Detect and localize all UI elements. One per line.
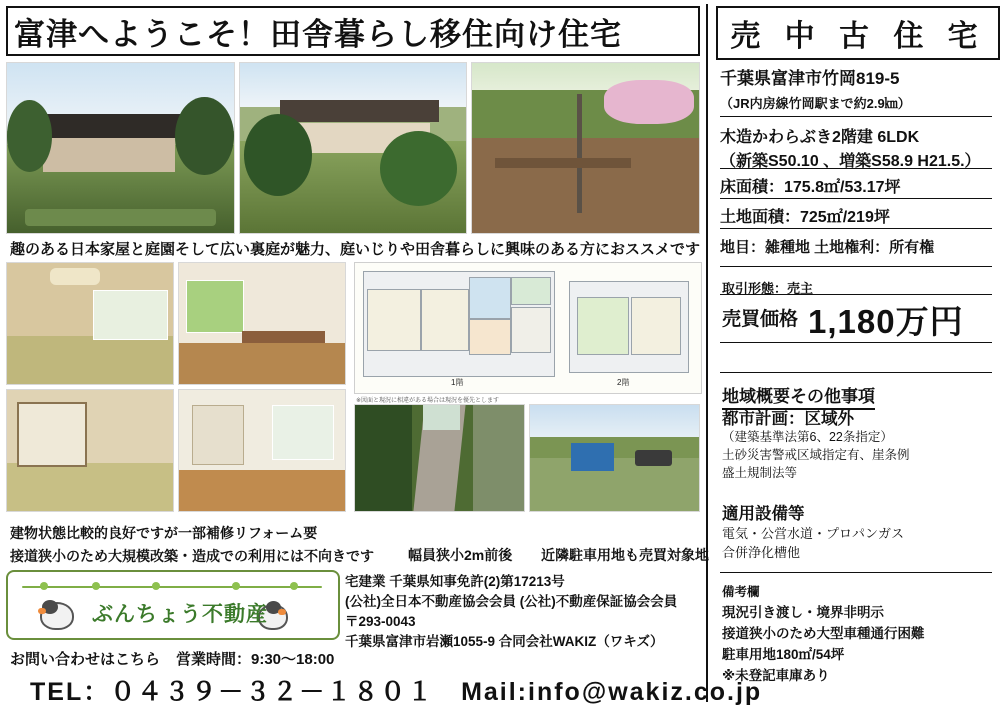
remarks-body — [722, 602, 994, 686]
association: (公社)全日本不動産協会会員 (公社)不動産保証協会会員 — [345, 594, 678, 609]
remark-item: 接道狭小のため大型車種通行困難 — [722, 626, 925, 641]
remark-item: 駐車用地180㎡/54坪 — [722, 647, 845, 662]
caption-condition-1: 建物状態比較的良好ですが一部補修リフォーム要 — [10, 525, 318, 541]
listing-type-title: 売 中 古 住 宅 — [716, 6, 1000, 60]
company-logo — [6, 570, 340, 640]
property-address: 千葉県富津市竹岡819-5 — [720, 69, 900, 88]
photo-interior-washitsu-1 — [6, 262, 174, 385]
structure-line: 木造かわらぶき2階建 6LDK — [720, 129, 920, 146]
floorplan-label-2f: 2階 — [617, 378, 630, 387]
photo-backyard — [471, 62, 700, 234]
license-block — [345, 572, 678, 652]
photo-row-access — [354, 404, 700, 512]
business-hours: 営業時間：9:30〜18:00 — [176, 651, 335, 668]
deal-type: 取引形態：売主 — [722, 281, 814, 296]
caption-parking: 近隣駐車用地も売買対象地 — [541, 547, 709, 563]
email-address: Mail:info@wakiz.co.jp — [461, 678, 763, 706]
city-plan-note-2: 土砂災害警戒区域指定有、崖条例 — [722, 448, 910, 462]
photo-parking-lot — [529, 404, 700, 512]
equipment-body — [722, 524, 994, 562]
photo-grid-interior — [6, 262, 346, 512]
photo-row-exterior — [6, 62, 700, 234]
floorplan-image — [354, 262, 702, 394]
area-overview-body — [722, 410, 994, 482]
mid-block — [6, 262, 700, 552]
license-number: 宅建業 千葉県知事免許(2)第17213号 — [345, 574, 565, 589]
bird-icon — [38, 596, 72, 628]
city-plan-note-3: 盛土規制法等 — [722, 466, 798, 480]
price-label: 売買価格 — [722, 309, 799, 330]
photo-exterior-front — [6, 62, 235, 234]
city-plan: 都市計画：区域外 — [722, 410, 854, 428]
photo-interior-washitsu-2 — [6, 389, 174, 512]
floor-area-line: 床面積：175.8㎡/53.17坪 — [720, 179, 901, 196]
company-address: 千葉県富津市岩瀬1055-9 合同会社WAKIZ（ワキズ） — [345, 634, 664, 649]
land-area-line: 土地面積：725㎡/219坪 — [720, 209, 890, 226]
photo-access-road — [354, 404, 525, 512]
area-overview-heading: 地域概要その他事項 — [722, 382, 875, 410]
photo-interior-yoshitsu — [178, 389, 346, 512]
remark-item: 現況引き渡し・境界非明示 — [722, 605, 884, 620]
price-value: 1,180万円 — [808, 303, 964, 340]
telephone-number: TEL：０４３９－３２－１８０１ — [30, 678, 435, 706]
remarks-heading: 備考欄 — [722, 585, 760, 599]
caption-road-width: 幅員狭小2m前後 — [408, 547, 513, 563]
floorplan-label-1f: 1階 — [451, 378, 464, 387]
property-access: （JR内房線竹岡駅まで約2.9㎞） — [720, 96, 911, 111]
property-address-block — [720, 64, 996, 112]
caption-main: 趣のある日本家屋と庭園そして広い裏庭が魅力、庭いじりや田舎暮らしに興味のある方におススメです — [10, 241, 701, 258]
photo-exterior-garden — [239, 62, 468, 234]
right-column — [712, 0, 1000, 706]
caption-condition-2: 接道狭小のため大規模改築・造成での利用には不向きです — [10, 548, 374, 564]
telephone — [30, 672, 762, 708]
built-year-line: （新築S50.10 、増築S58.9 H21.5.） — [720, 153, 981, 170]
postal-code: 〒293-0043 — [345, 614, 416, 629]
floorplan-note: ※図面と現況に相違がある場合は現況を優先とします — [356, 398, 500, 404]
land-use-line: 地目：雑種地 土地権利：所有権 — [720, 239, 935, 256]
city-plan-note-1: （建築基準法第6、22条指定） — [722, 430, 893, 444]
equipment-line-1: 電気・公営水道・プロパンガス — [722, 526, 905, 541]
equipment-line-2: 合併浄化槽他 — [722, 545, 801, 560]
page-title: 富津へようこそ！田舎暮らし移住向け住宅 — [6, 6, 700, 56]
equipment-heading: 適用設備等 — [722, 505, 805, 523]
remark-item: ※未登記車庫あり — [722, 668, 830, 683]
contact-label: お問い合わせはこちら — [10, 651, 161, 668]
photo-interior-dining — [178, 262, 346, 385]
column-divider — [706, 4, 708, 702]
company-name: ぶんちょう不動産 — [92, 603, 268, 626]
